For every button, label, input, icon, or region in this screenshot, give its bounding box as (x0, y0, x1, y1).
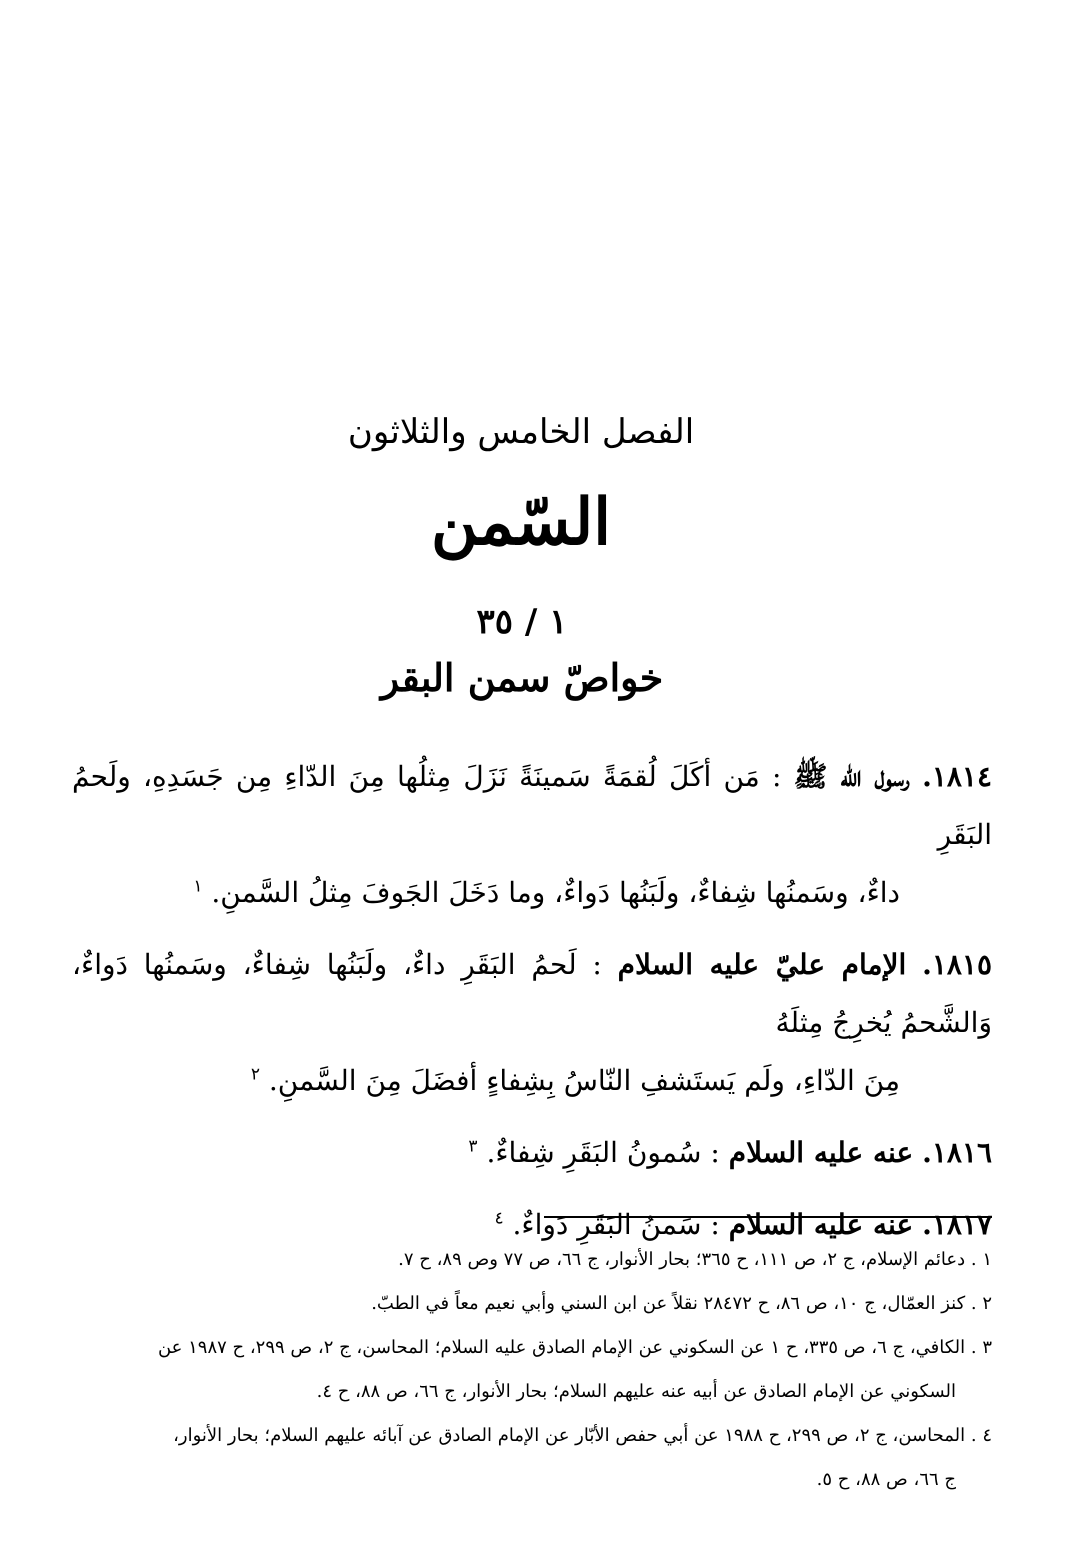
hadith-text-line1: : لَحمُ البَقَرِ داءٌ، ولَبَنُها شِفاءٌ، وسَمنُها دَواءٌ، وَالشَّحمُ يُخرِجُ مِثلَهُ (72, 948, 992, 1039)
footnote-1 (72, 1238, 992, 1282)
hadith-narrator: عنه عليه السلام (728, 1136, 914, 1169)
footnote-text: الكافي، ج ٦، ص ٣٣٥، ح ١ عن السكوني عن الإمام الصادق عليه السلام؛ المحاسن، ج ٢، ص ٢٩٩، ح ١٩٨٧ عن (157, 1337, 966, 1358)
hadith-number: ١٨١٦. (922, 1136, 992, 1169)
footnote-2 (72, 1282, 992, 1326)
footnote-marker: ١ . (970, 1249, 992, 1270)
footnote-ref[interactable]: ٤ (494, 1208, 504, 1229)
hadith-text-line2: داءٌ، وسَمنُها شِفاءٌ، ولَبَنُها دَواءٌ، وما دَخَلَ الجَوفَ مِثلُ السَّمنِ. (211, 876, 900, 909)
hadith-narrator: رسول الله ﷺ (793, 760, 910, 793)
section-number: ١ / ٣٥ (476, 602, 568, 642)
section-title: خواصّ سمن البقر (380, 655, 664, 700)
footnote-marker: ٣ . (970, 1337, 992, 1358)
hadith-text-line1: : سُمونُ البَقَرِ شِفاءٌ. (486, 1136, 720, 1169)
footnote-text: كنز العمّال، ج ١٠، ص ٨٦، ح ٢٨٤٧٢ نقلاً عن ابن السني وأبي نعيم معاً في الطبّ. (371, 1293, 966, 1314)
footnote-3 (72, 1326, 992, 1414)
footnote-text-continued: ج ٦٦، ص ٨٨، ح ٥. (816, 1469, 956, 1490)
hadith-number: ١٨١٥. (922, 948, 992, 981)
footnote-text: المحاسن، ج ٢، ص ٢٩٩، ح ١٩٨٨ عن أبي حفص الأبّار عن الإمام الصادق عن آبائه عليهم السلام؛ بحار الأنوار، (173, 1425, 966, 1446)
chapter-title: السّمن (430, 485, 612, 560)
hadith-narrator: عنه عليه السلام (728, 1208, 914, 1241)
footnote-ref[interactable]: ١ (193, 876, 203, 897)
footnote-marker: ٤ . (970, 1425, 992, 1446)
hadith-number: ١٨١٧. (922, 1208, 992, 1241)
hadith-narrator: الإمام عليّ عليه السلام (617, 948, 907, 981)
hadith-1816 (72, 1124, 992, 1182)
chapter-label: الفصل الخامس والثلاثون (347, 412, 695, 452)
footnote-ref[interactable]: ٣ (468, 1136, 478, 1157)
footnote-marker: ٢ . (970, 1293, 992, 1314)
hadith-text-line1: : مَن أكَلَ لُقمَةً سَمينَةً نَزَلَ مِثلُها مِنَ الدّاءِ مِن جَسَدِهِ، ولَحمُ البَقَرِ (72, 760, 992, 851)
footnote-divider (544, 1216, 992, 1218)
hadith-list (72, 748, 992, 1268)
hadith-text-line2: مِنَ الدّاءِ، ولَم يَستَشفِ النّاسُ بِشِفاءٍ أفضَلَ مِنَ السَّمنِ. (268, 1064, 900, 1097)
hadith-1814 (72, 748, 992, 922)
footnote-text: دعائم الإسلام، ج ٢، ص ١١١، ح ٣٦٥؛ بحار الأنوار، ج ٦٦، ص ٧٧ وص ٨٩، ح ٧. (398, 1249, 966, 1270)
footnote-text-continued: السكوني عن الإمام الصادق عن أبيه عنه عليهم السلام؛ بحار الأنوار، ج ٦٦، ص ٨٨، ح ٤. (316, 1381, 956, 1402)
footnote-4 (72, 1414, 992, 1502)
hadith-number: ١٨١٤. (922, 760, 992, 793)
hadith-1815 (72, 936, 992, 1110)
footnote-ref[interactable]: ٢ (250, 1064, 260, 1085)
footnote-list (72, 1238, 992, 1502)
hadith-text-line1: : سَمنُ البَقَرِ دَواءٌ. (512, 1208, 720, 1241)
